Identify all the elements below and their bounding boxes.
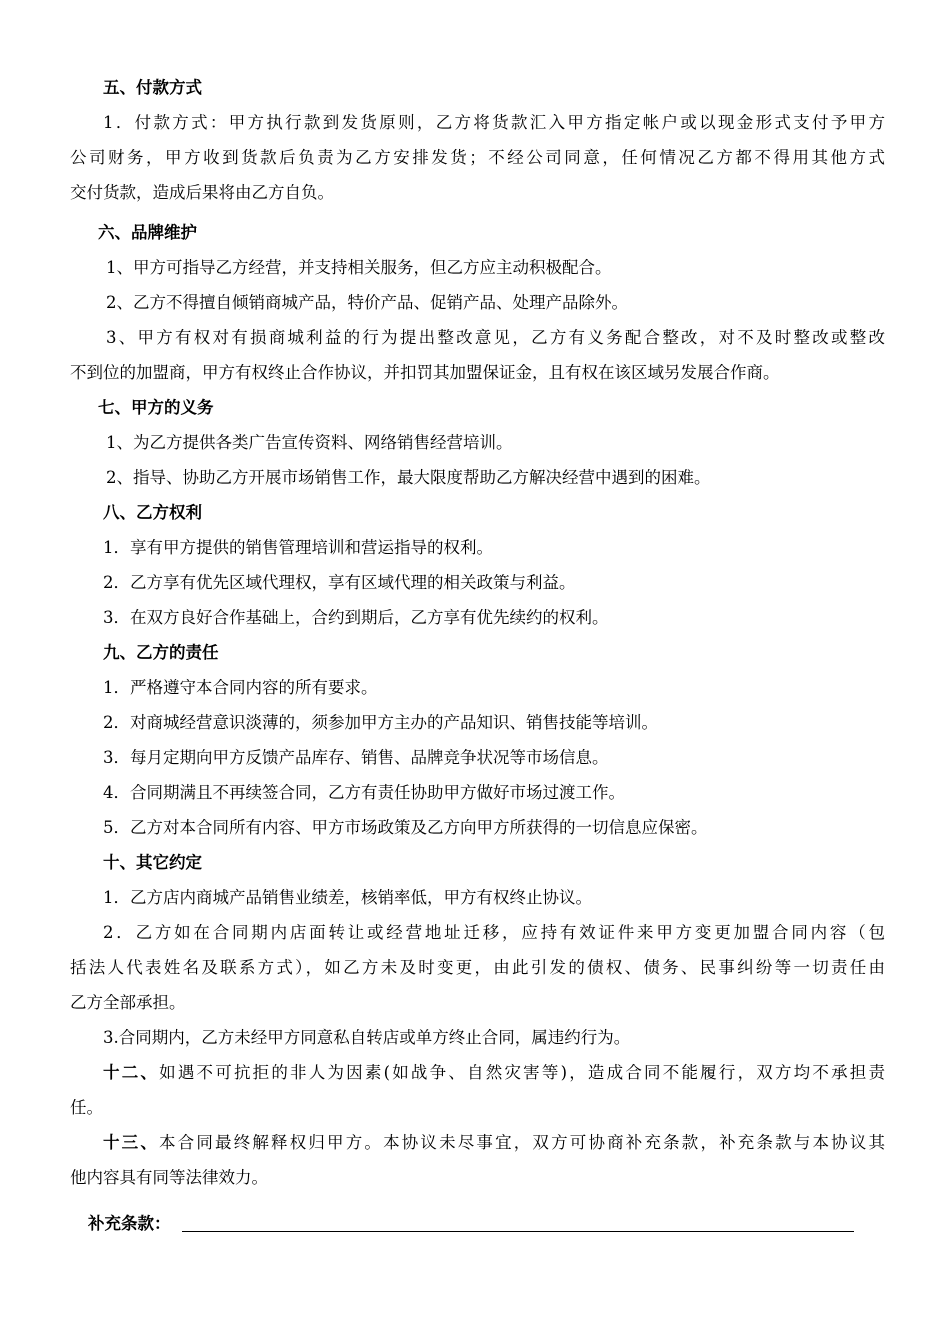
brand-clause-3-line-2: 不到位的加盟商，甲方有权终止合作协议，并扣罚其加盟保证金，且有权在该区域另发展合作商。 [70,363,780,382]
clause-12-lead: 十二、 [103,1063,160,1082]
brand-clause-1: 1、甲方可指导乙方经营，并支持相关服务，但乙方应主动积极配合。 [106,258,612,277]
party-b-responsibility-4: 4．合同期满且不再续签合同，乙方有责任协助甲方做好市场过渡工作。 [103,783,625,802]
clause-12-text: 如遇不可抗拒的非人为因素(如战争、自然灾害等)，造成合同不能履行，双方均不承担责 [159,1063,885,1082]
section-heading-payment: 五、付款方式 [103,78,202,97]
clause-12-line-1 [103,1055,885,1090]
clause-13-line-2: 他内容具有同等法律效力。 [70,1168,268,1187]
section-heading-other-agreements: 十、其它约定 [103,853,202,872]
supplementary-clause-label: 补充条款： [88,1214,171,1233]
clause-13-text: 本合同最终解释权归甲方。本协议未尽事宜，双方可协商补充条款，补充条款与本协议其 [159,1133,885,1152]
section-heading-party-b-rights: 八、乙方权利 [103,503,202,522]
party-b-responsibility-2: 2．对商城经营意识淡薄的，须参加甲方主办的产品知识、销售技能等培训。 [103,713,658,732]
payment-clause-1-line-1: 1．付款方式：甲方执行款到发货原则，乙方将货款汇入甲方指定帐户或以现金形式支付予甲方 [103,113,885,132]
brand-clause-3-line-1: 3、甲方有权对有损商城利益的行为提出整改意见，乙方有义务配合整改，对不及时整改或整改 [106,328,885,347]
other-agreement-2-line-3: 乙方全部承担。 [70,993,186,1012]
payment-clause-1-line-2: 公司财务，甲方收到货款后负责为乙方安排发货；不经公司同意，任何情况乙方都不得用其他方式 [70,148,885,167]
party-b-right-3: 3．在双方良好合作基础上，合约到期后，乙方享有优先续约的权利。 [103,608,609,627]
brand-clause-2: 2、乙方不得擅自倾销商城产品，特价产品、促销产品、处理产品除外。 [106,293,628,312]
other-agreement-2-line-1: 2．乙方如在合同期内店面转让或经营地址迁移，应持有效证件来甲方变更加盟合同内容（包 [103,923,885,942]
party-b-right-2: 2．乙方享有优先区域代理权，享有区域代理的相关政策与利益。 [103,573,576,592]
clause-13-lead: 十三、 [103,1133,160,1152]
other-agreement-1: 1．乙方店内商城产品销售业绩差，核销率低，甲方有权终止协议。 [103,888,592,907]
supplementary-clause-row [88,1206,858,1241]
other-agreement-3: 3.合同期内，乙方未经甲方同意私自转店或单方终止合同，属违约行为。 [103,1028,631,1047]
other-agreement-2-line-2: 括法人代表姓名及联系方式），如乙方未及时变更，由此引发的债权、债务、民事纠纷等一切责任由 [70,958,885,977]
party-a-duty-1: 1、为乙方提供各类广告宣传资料、网络销售经营培训。 [106,433,513,452]
party-a-duty-2: 2、指导、协助乙方开展市场销售工作，最大限度帮助乙方解决经营中遇到的困难。 [106,468,711,487]
supplementary-clause-blank-line[interactable] [182,1231,854,1232]
clause-12-line-2: 任。 [70,1098,103,1117]
party-b-right-1: 1．享有甲方提供的销售管理培训和营运指导的权利。 [103,538,493,557]
section-heading-party-b-responsibilities: 九、乙方的责任 [103,643,219,662]
section-heading-brand: 六、品牌维护 [98,223,197,242]
party-b-responsibility-5: 5．乙方对本合同所有内容、甲方市场政策及乙方向甲方所获得的一切信息应保密。 [103,818,708,837]
section-heading-party-a-duties: 七、甲方的义务 [98,398,214,417]
party-b-responsibility-3: 3．每月定期向甲方反馈产品库存、销售、品牌竞争状况等市场信息。 [103,748,609,767]
clause-13-line-1 [103,1125,885,1160]
payment-clause-1-line-3: 交付货款，造成后果将由乙方自负。 [70,183,334,202]
party-b-responsibility-1: 1．严格遵守本合同内容的所有要求。 [103,678,378,697]
